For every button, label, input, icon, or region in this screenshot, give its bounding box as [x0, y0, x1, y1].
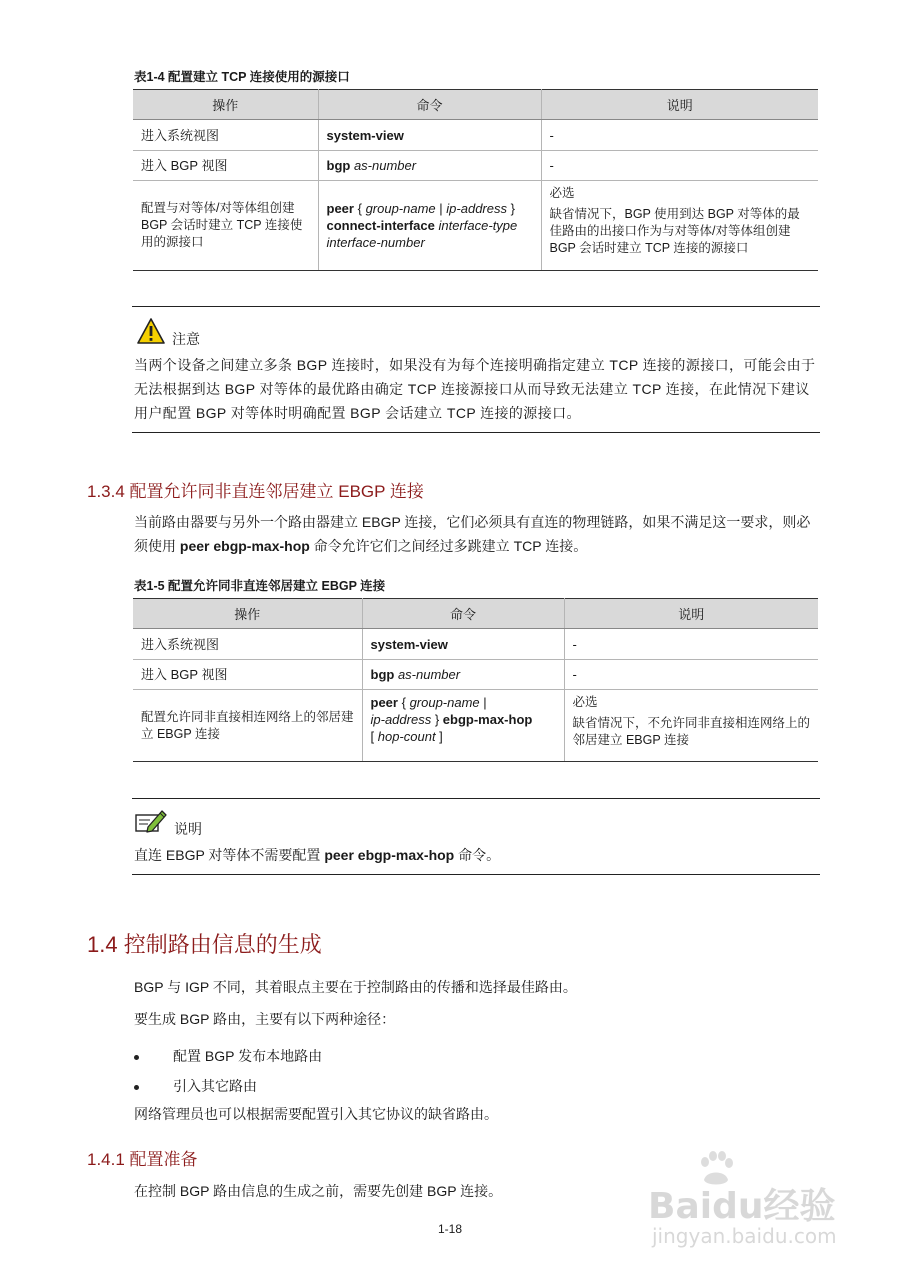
cmd-argument: ip-address [446, 201, 507, 216]
cmd-argument: hop-count [377, 729, 436, 744]
cmd-argument: as-number [397, 667, 461, 682]
cell-command [318, 120, 541, 151]
note-text [134, 845, 500, 865]
inline-command: peer ebgp-max-hop [179, 538, 310, 554]
bullet-icon [134, 1055, 139, 1060]
section-paragraph: 在控制 BGP 路由信息的生成之前，需要先创建 BGP 连接。 [134, 1183, 503, 1199]
baidu-watermark [648, 1150, 898, 1260]
paragraph-text: 命令允许它们之间经过多跳建立 TCP 连接。 [309, 538, 588, 554]
note-text-part: 命令。 [454, 847, 501, 863]
table-row [133, 181, 818, 271]
table-row [133, 690, 818, 762]
note-text-part: 直连 EBGP 对等体不需要配置 [134, 847, 325, 863]
table-row [133, 151, 818, 181]
cell-command [318, 151, 541, 181]
cmd-keyword: bgp [326, 158, 351, 173]
cell-description [564, 690, 818, 762]
table-row [133, 629, 818, 660]
cmd-argument: group-name [365, 201, 436, 216]
section-heading-1-4: 1.4 控制路由信息的生成 [87, 932, 322, 957]
required-label: 必选 [572, 695, 598, 709]
cmd-argument: group-name [409, 695, 480, 710]
cell-description: - [564, 660, 818, 690]
cell-description: - [564, 629, 818, 660]
table-caption: 表1-4 配置建立 TCP 连接使用的源接口 [134, 70, 350, 84]
cmd-keyword: peer [326, 201, 354, 216]
header-operation: 操作 [133, 599, 362, 629]
cell-operation: 进入系统视图 [133, 120, 318, 151]
section-paragraph: BGP 与 IGP 不同，其着眼点主要在于控制路由的传播和选择最佳路由。 [134, 979, 577, 995]
table-row [133, 660, 818, 690]
cell-command [362, 660, 564, 690]
cmd-keyword: connect-interface [326, 218, 435, 233]
note-box [132, 798, 820, 875]
cell-command [318, 181, 541, 271]
caution-box [132, 306, 820, 433]
section-heading-1-4-1: 1.4.1 配置准备 [87, 1150, 198, 1169]
warning-icon [136, 317, 166, 350]
command-table-2 [133, 598, 818, 762]
command-table-1 [133, 89, 818, 271]
cmd-argument: interface-number [326, 235, 425, 250]
header-operation: 操作 [133, 90, 318, 120]
table-caption: 表1-5 配置允许同非直连邻居建立 EBGP 连接 [134, 579, 386, 593]
list-item-text: 配置 BGP 发布本地路由 [173, 1048, 323, 1064]
cell-operation: 进入 BGP 视图 [133, 151, 318, 181]
watermark-url: jingyan.baidu.com [652, 1224, 837, 1248]
cmd-syntax: | [479, 695, 487, 710]
cell-command [362, 629, 564, 660]
cmd-syntax: ] [435, 729, 443, 744]
cmd-syntax: | [435, 201, 447, 216]
section-paragraph: 网络管理员也可以根据需要配置引入其它协议的缺省路由。 [134, 1106, 498, 1122]
header-description: 说明 [564, 599, 818, 629]
description-text: 缺省情况下，BGP 使用到达 BGP 对等体的最佳路由的出接口作为与对等体/对等体组创建 BGP 会话时建立 TCP 连接的源接口 [549, 207, 800, 255]
cmd-syntax: } [431, 712, 443, 727]
note-pencil-icon [134, 807, 168, 840]
list-item [134, 1076, 257, 1096]
cmd-keyword: ebgp-max-hop [442, 712, 533, 727]
paragraph-text: 当前路由器要与另外一个路由器建立 EBGP 连接，它们必须具有直连的物理链路，如果不满足这一要求，则必须使用 [134, 514, 811, 554]
cell-operation: 配置与对等体/对等体组创建 BGP 会话时建立 TCP 连接使用的源接口 [133, 181, 318, 271]
cmd-syntax: { [401, 695, 410, 710]
cmd-argument: ip-address [370, 712, 432, 727]
bullet-icon [134, 1085, 139, 1090]
page-number: 1-18 [438, 1222, 463, 1236]
cmd-argument: interface-type [438, 218, 518, 233]
list-item-text: 引入其它路由 [173, 1078, 257, 1094]
table-row [133, 120, 818, 151]
cmd-keyword: system-view [326, 127, 404, 143]
cell-description [541, 181, 818, 271]
header-description: 说明 [541, 90, 818, 120]
cmd-syntax: { [357, 201, 366, 216]
cell-operation: 进入 BGP 视图 [133, 660, 362, 690]
cell-description: - [541, 120, 818, 151]
table-header-row [133, 599, 818, 629]
header-command: 命令 [362, 599, 564, 629]
cmd-argument: as-number [353, 158, 417, 173]
section-paragraph: 要生成 BGP 路由，主要有以下两种途径： [134, 1011, 396, 1027]
inline-command: peer ebgp-max-hop [324, 847, 455, 863]
watermark-logo: Baidu经验 [648, 1186, 836, 1227]
section-paragraph [134, 510, 820, 558]
cmd-keyword: bgp [370, 667, 395, 682]
cell-description: - [541, 151, 818, 181]
required-label: 必选 [549, 186, 575, 200]
note-title: 说明 [174, 821, 202, 837]
cell-command [362, 690, 564, 762]
header-command: 命令 [318, 90, 541, 120]
cell-operation: 配置允许同非直接相连网络上的邻居建立 EBGP 连接 [133, 690, 362, 762]
cmd-keyword: peer [370, 695, 398, 710]
caution-title: 注意 [172, 331, 200, 347]
section-heading-1-3-4: 1.3.4 配置允许同非直连邻居建立 EBGP 连接 [87, 482, 424, 501]
table-header-row [133, 90, 818, 120]
cmd-syntax: } [506, 201, 515, 216]
list-item [134, 1046, 322, 1066]
cell-operation: 进入系统视图 [133, 629, 362, 660]
cmd-syntax: [ [370, 729, 378, 744]
cmd-keyword: system-view [370, 636, 448, 652]
caution-text: 当两个设备之间建立多条 BGP 连接时，如果没有为每个连接明确指定建立 TCP 连接的源接口，可能会由于无法根据到达 BGP 对等体的最优路由确定 TCP 连接源接口从而导致无法建立 TCP 连接，在此情况下建议用户配置 BGP 对等体时明确配置 BGP 会话建立 TCP 连接的源接口。 [134, 357, 816, 421]
description-text: 缺省情况下，不允许同非直接相连网络上的邻居建立 EBGP 连接 [572, 716, 811, 747]
